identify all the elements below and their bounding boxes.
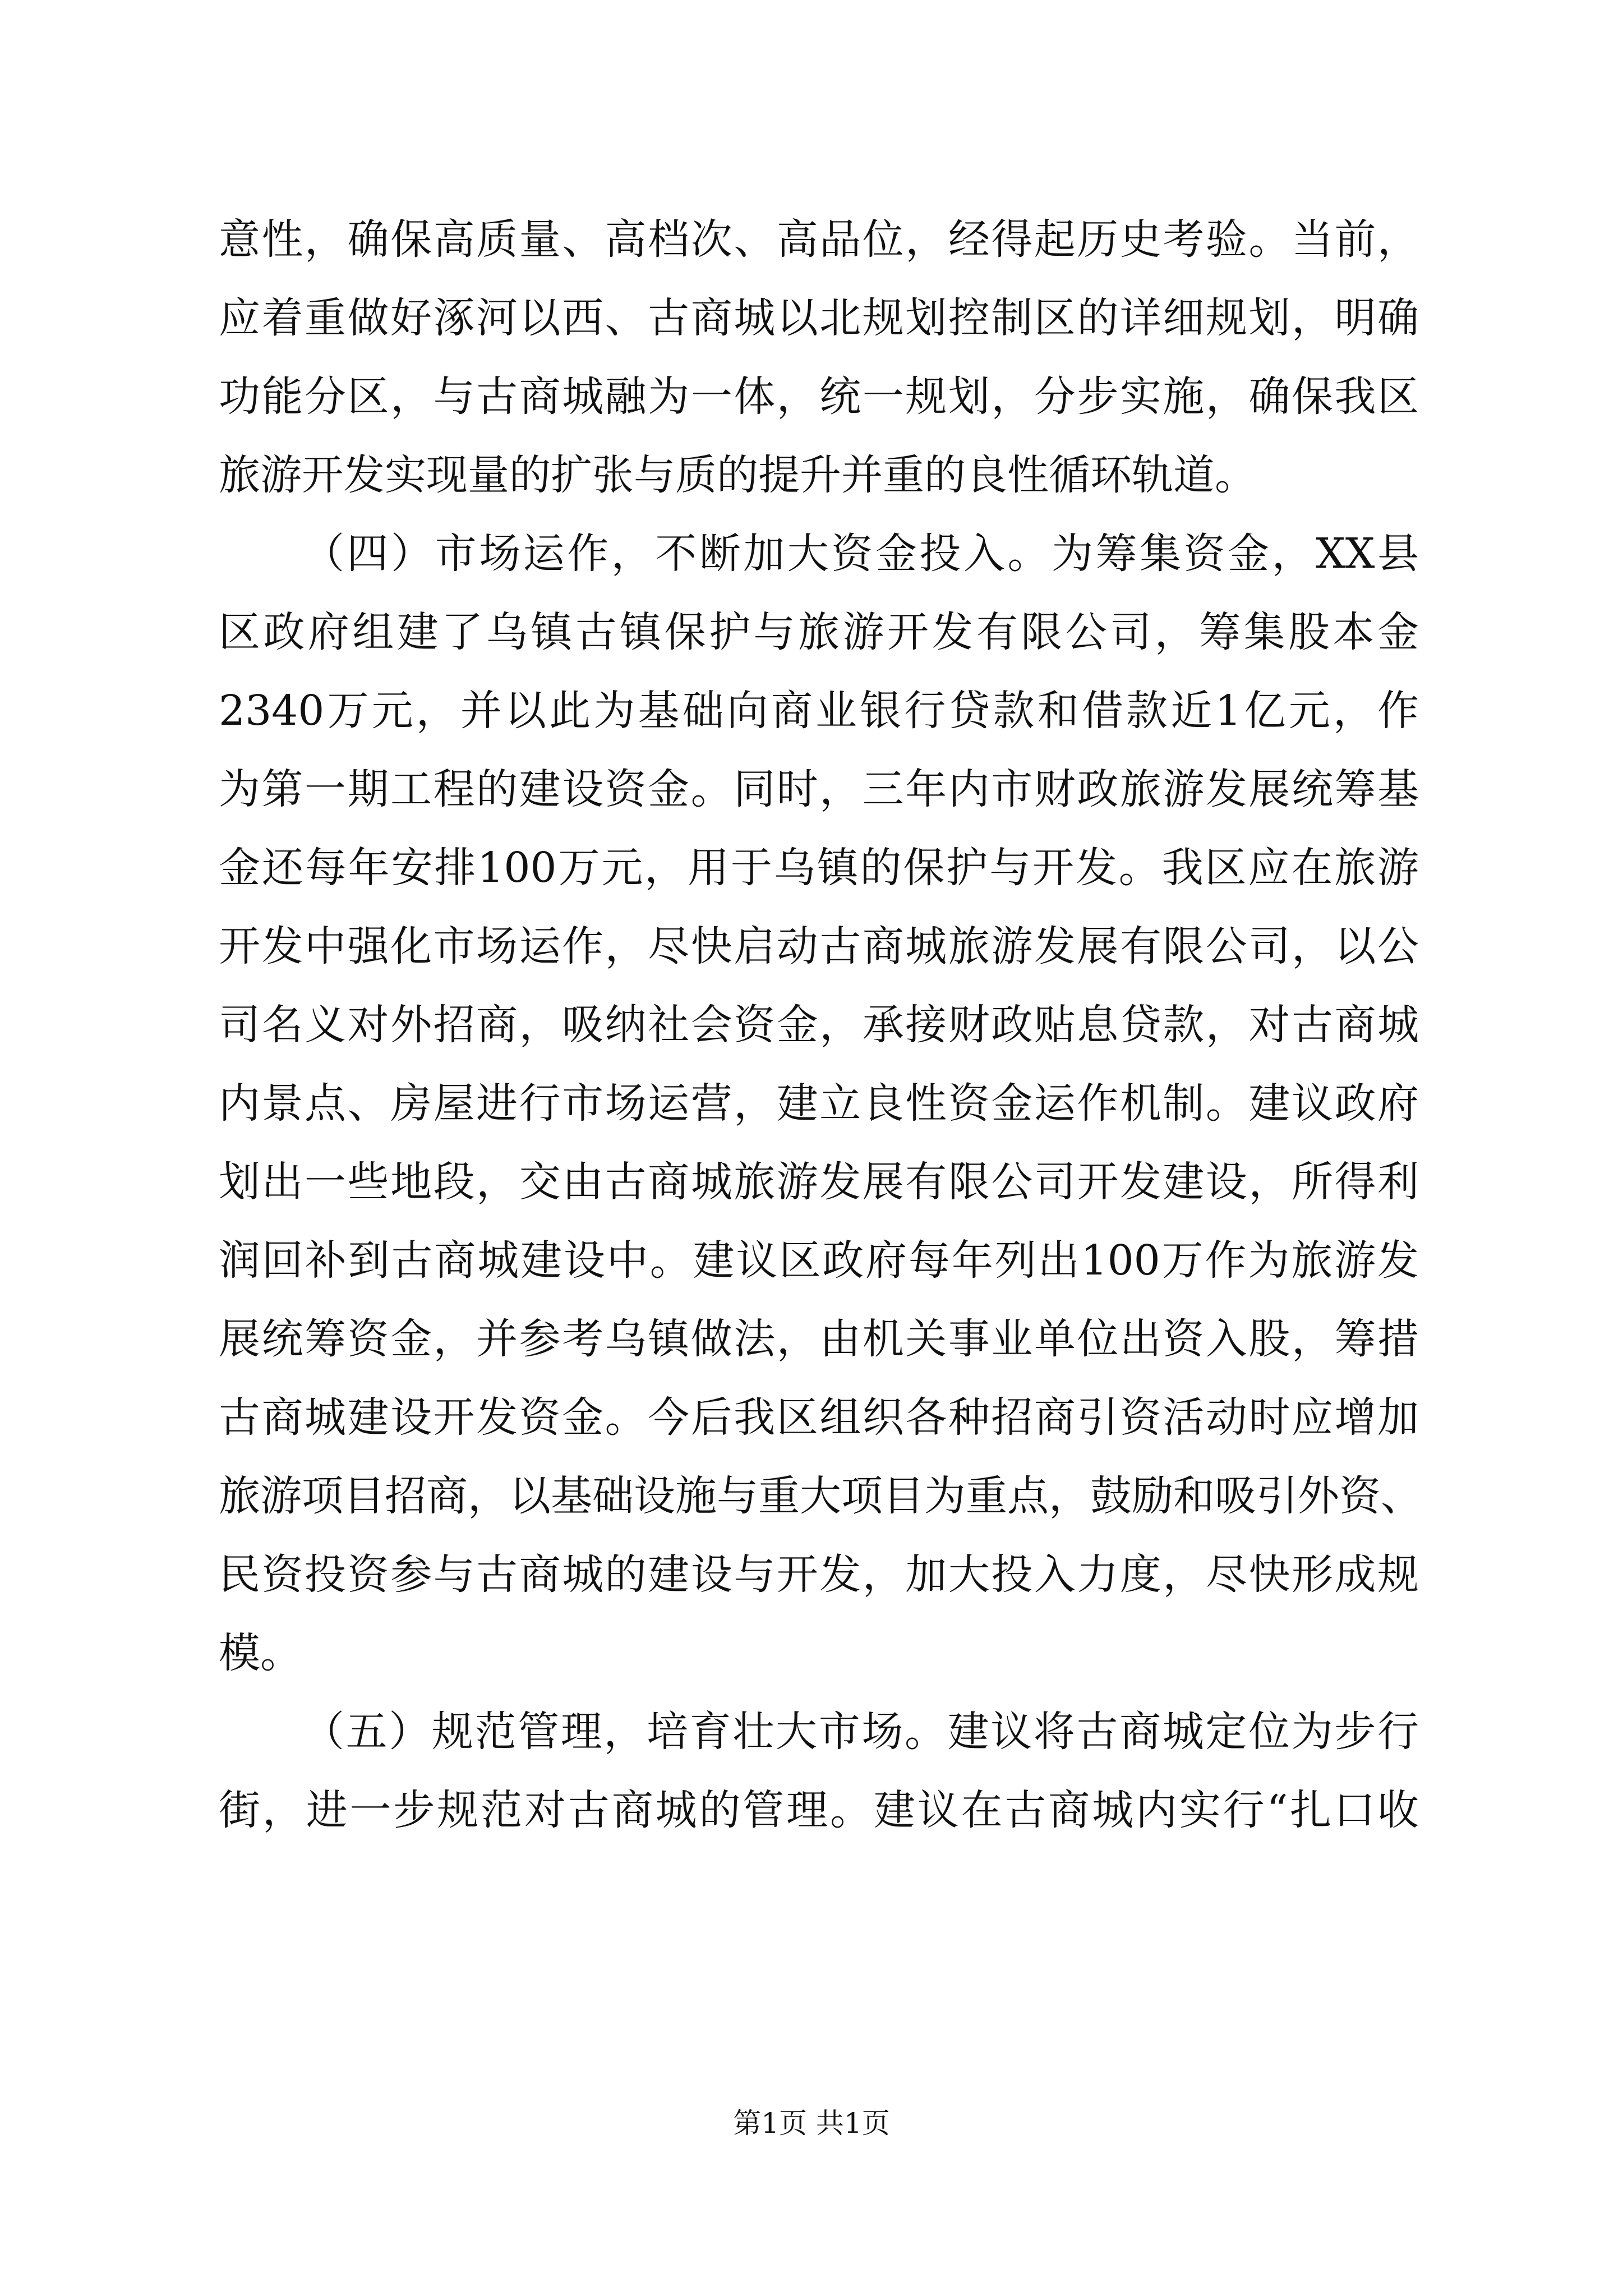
- text-line: 开发中强化市场运作，尽快启动古商城旅游发展有限公司，以公: [219, 922, 1419, 970]
- text-line: 民资投资参与古商城的建设与开发，加大投入力度，尽快形成规: [219, 1550, 1419, 1599]
- paragraph-heading-line: （四）市场运作，不断加大资金投入。为筹集资金，XX县: [303, 530, 1419, 578]
- text-line: 为第一期工程的建设资金。同时，三年内市财政旅游发展统筹基: [219, 765, 1419, 813]
- text-line: 意性，确保高质量、高档次、高品位，经得起历史考验。当前，: [219, 215, 1419, 264]
- text-line: 功能分区，与古商城融为一体，统一规划，分步实施，确保我区: [219, 372, 1419, 421]
- text-line: 2340万元，并以此为基础向商业银行贷款和借款近1亿元，作: [219, 687, 1419, 735]
- text-line: 古商城建设开发资金。今后我区组织各种招商引资活动时应增加: [219, 1393, 1419, 1442]
- text-line: 司名义对外招商，吸纳社会资金，承接财政贴息贷款，对古商城: [219, 1001, 1419, 1049]
- paragraph-heading-line: （五）规范管理，培育壮大市场。建议将古商城定位为步行: [303, 1708, 1419, 1756]
- text-line: 润回补到古商城建设中。建议区政府每年列出100万作为旅游发: [219, 1236, 1419, 1285]
- text-line: 模。: [219, 1629, 302, 1677]
- text-line: 应着重做好涿河以西、古商城以北规划控制区的详细规划，明确: [219, 294, 1419, 342]
- page-footer: 第1页 共1页: [733, 2107, 890, 2139]
- text-line: 街，进一步规范对古商城的管理。建议在古商城内实行“扎口收: [219, 1786, 1419, 1834]
- text-line: 金还每年安排100万元，用于乌镇的保护与开发。我区应在旅游: [219, 844, 1419, 892]
- text-line: 区政府组建了乌镇古镇保护与旅游开发有限公司，筹集股本金: [219, 608, 1419, 656]
- text-line: 展统筹资金，并参考乌镇做法，由机关事业单位出资入股，筹措: [219, 1315, 1419, 1363]
- text-line: 划出一些地段，交由古商城旅游发展有限公司开发建设，所得利: [219, 1158, 1419, 1206]
- text-line: 内景点、房屋进行市场运营，建立良性资金运作机制。建议政府: [219, 1079, 1419, 1128]
- text-line: 旅游项目招商，以基础设施与重大项目为重点，鼓励和吸引外资、: [219, 1472, 1422, 1520]
- text-line: 旅游开发实现量的扩张与质的提升并重的良性循环轨道。: [219, 451, 1256, 499]
